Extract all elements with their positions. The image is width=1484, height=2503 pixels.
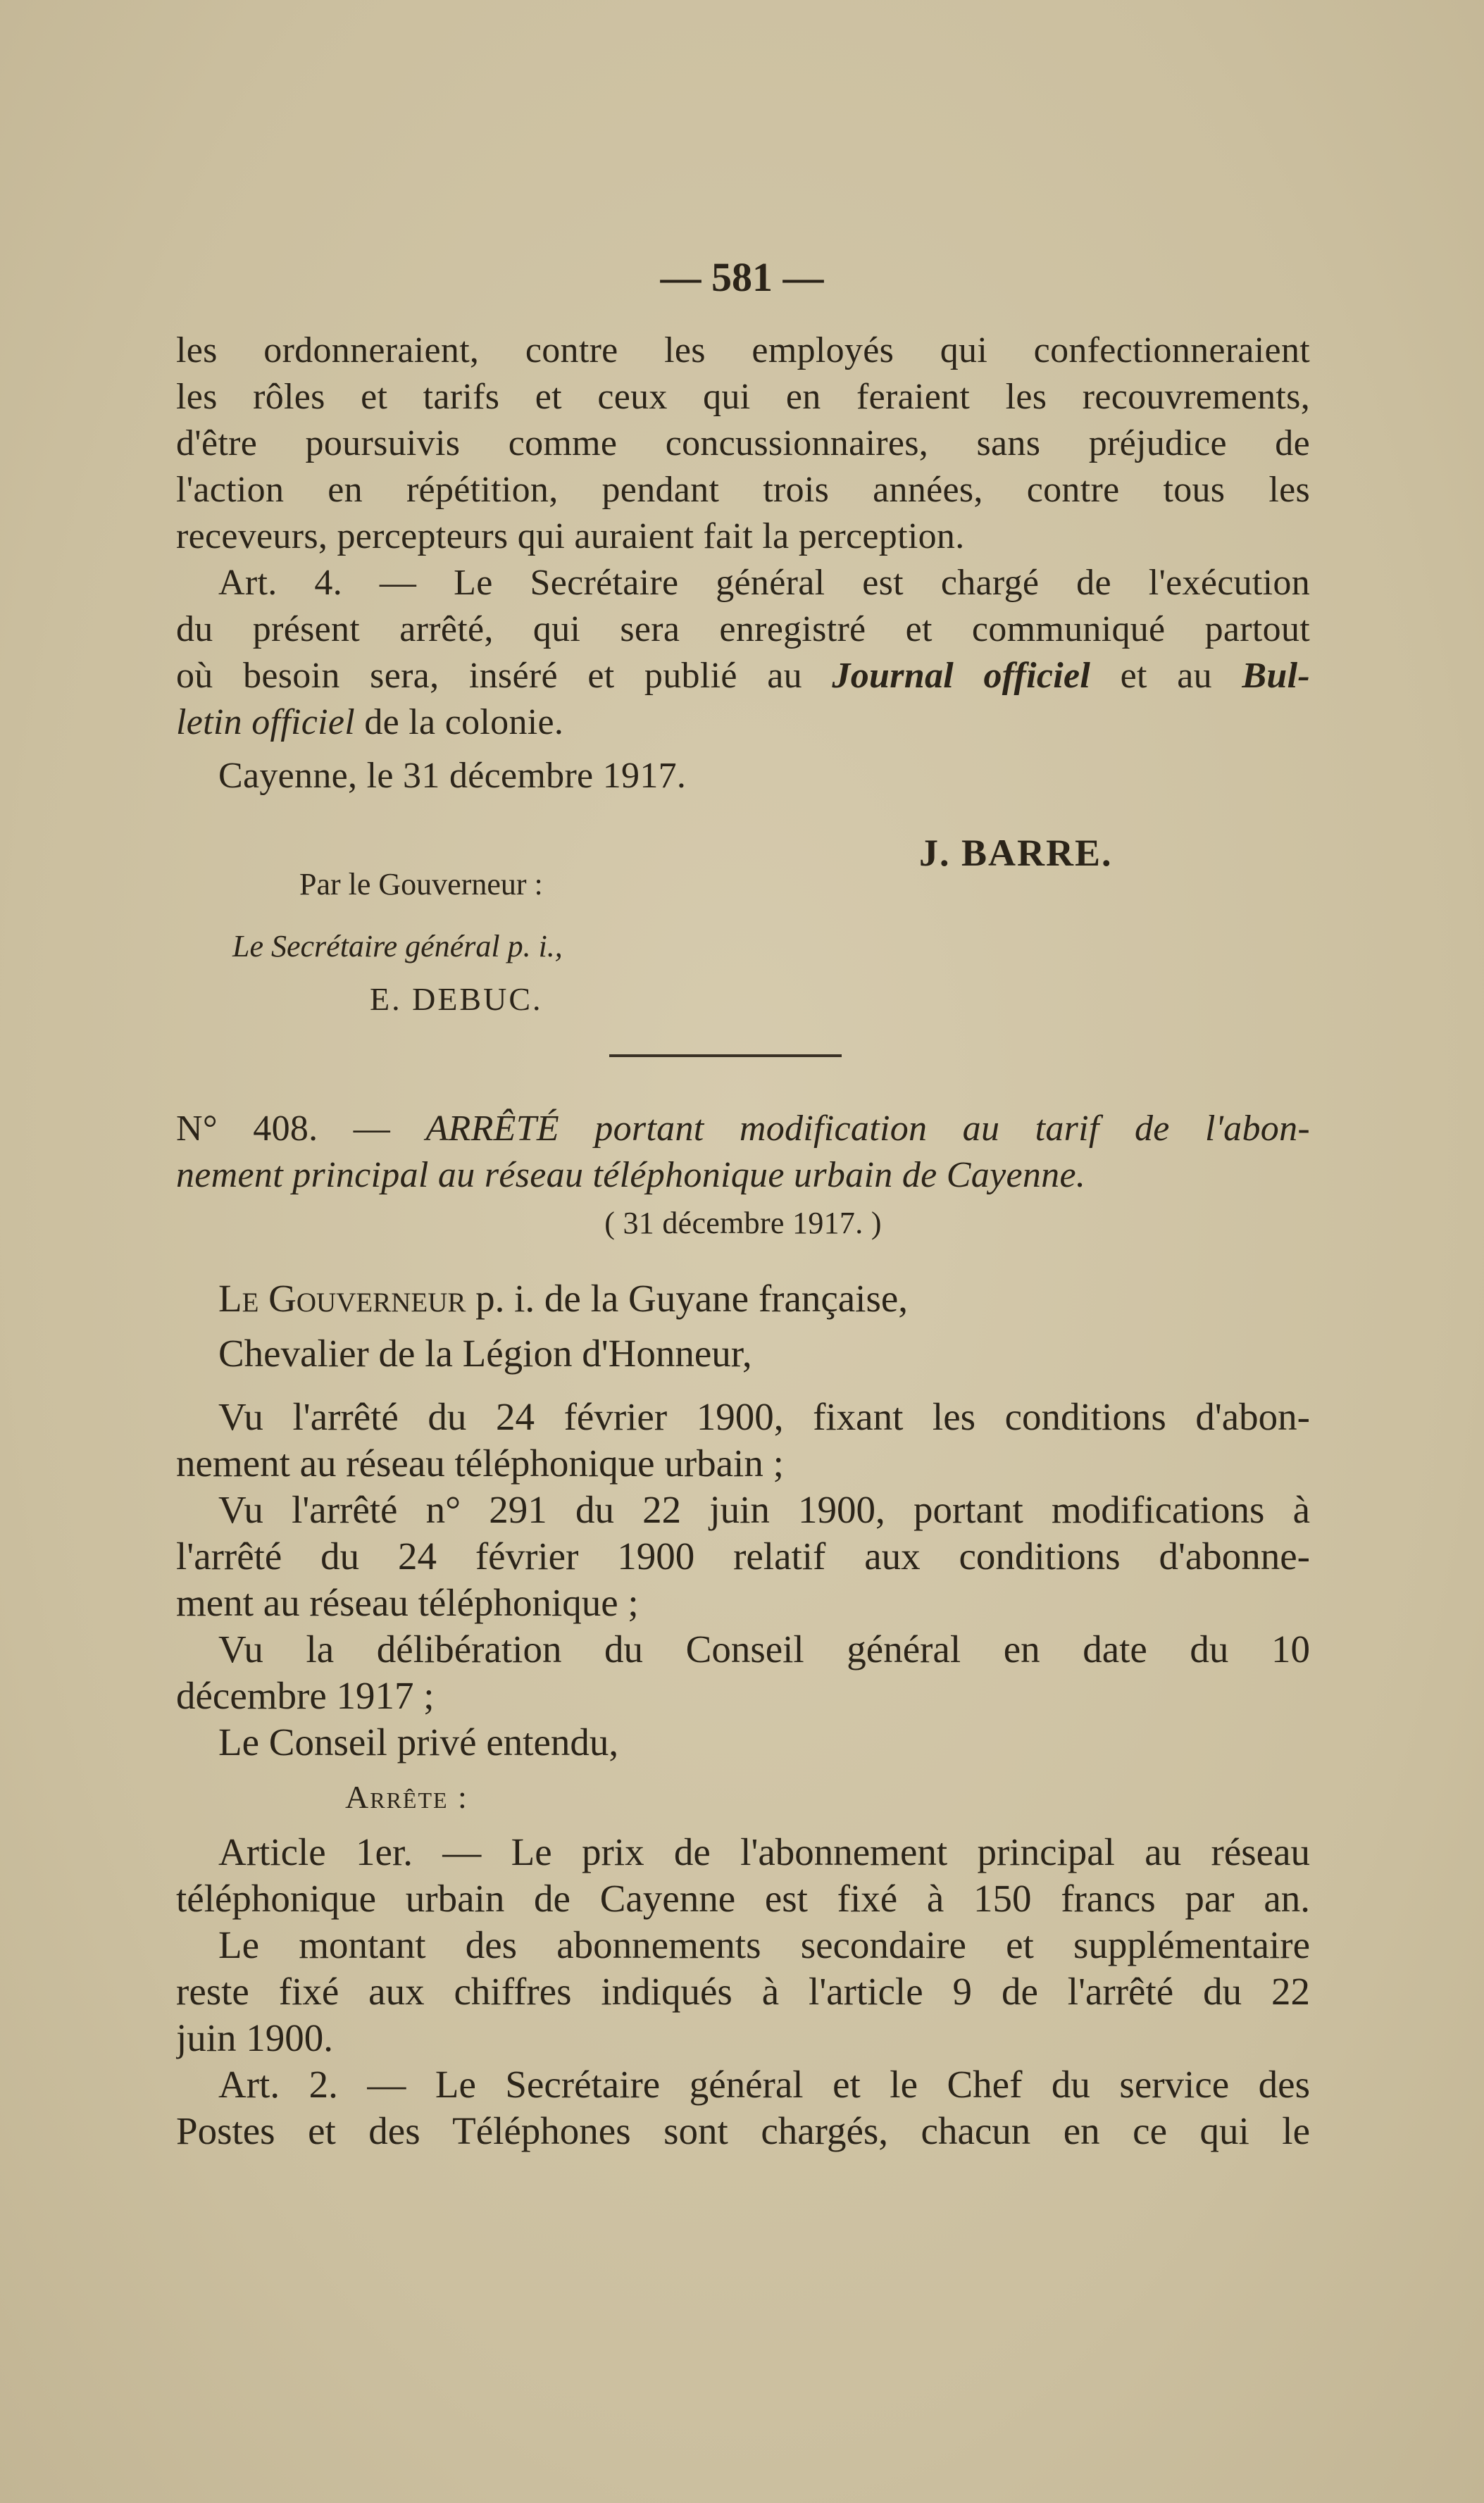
text-line: l'action en répétition, pendant trois années, contre tous les [176, 470, 1310, 510]
top-paragraph [176, 327, 1310, 799]
decree-title-line: nement principal au réseau téléphonique urbain de Cayenne. [176, 1155, 1086, 1195]
article-line: juin 1900. [176, 2016, 334, 2059]
gouverneur-line: Le Gouverneur p. i. de la Guyane française, [218, 1277, 909, 1320]
vu-line: Vu la délibération du Conseil général en date du 10 [218, 1628, 1310, 1671]
text-line: letin officiel de la colonie. [176, 702, 564, 742]
text-line: d'être poursuivis comme concussionnaires, sans préjudice de [176, 423, 1310, 463]
article-line: téléphonique urbain de Cayenne est fixé à 150 francs par an. [176, 1877, 1310, 1920]
decree-body [176, 1271, 1310, 2154]
text-line: où besoin sera, inséré et publié au Journal officiel et au Bul- [176, 656, 1310, 696]
text-line: les rôles et tarifs et ceux qui en feraient les recouvrements, [176, 377, 1310, 417]
vu-line: ment au réseau téléphonique ; [176, 1581, 639, 1624]
date-line: Cayenne, le 31 décembre 1917. [218, 756, 687, 796]
secretaire-title: Le Secrétaire général p. i., [232, 929, 563, 963]
article-line: Postes et des Téléphones sont chargés, chacun en ce qui le [176, 2109, 1310, 2152]
text-line: Art. 4. — Le Secrétaire général est chargé de l'exécution [218, 563, 1310, 603]
section-divider [609, 1054, 842, 1057]
vu-line: nement au réseau téléphonique urbain ; [176, 1442, 784, 1485]
vu-line: Vu l'arrêté n° 291 du 22 juin 1900, portant modifications à [218, 1488, 1310, 1531]
vu-line: l'arrêté du 24 février 1900 relatif aux conditions d'abonne- [176, 1535, 1310, 1578]
decree-date: ( 31 décembre 1917. ) [604, 1206, 882, 1240]
decree-heading [176, 1106, 1310, 1248]
chevalier-line: Chevalier de la Légion d'Honneur, [218, 1332, 752, 1375]
signatory: J. BARRE. [919, 832, 1113, 874]
article-line: Art. 2. — Le Secrétaire général et le Chef du service des [218, 2063, 1310, 2106]
article-line: reste fixé aux chiffres indiqués à l'article 9 de l'arrêté du 22 [176, 1970, 1310, 2013]
vu-line: décembre 1917 ; [176, 1674, 435, 1717]
vu-line: Vu l'arrêté du 24 février 1900, fixant les conditions d'abon- [218, 1395, 1310, 1438]
bulletin-officiel-ref: Bul- [1242, 656, 1310, 696]
decree-title: ARRÊTÉ portant modification au tarif de l'abon- [425, 1109, 1310, 1149]
secretaire-name: E. DEBUC. [370, 981, 543, 1017]
decree-title-line [176, 1106, 1310, 1152]
text-line: du présent arrêté, qui sera enregistré et communiqué partout [176, 609, 1310, 649]
conseil-line: Le Conseil privé entendu, [218, 1721, 619, 1764]
par-le-gouverneur: Par le Gouverneur : [299, 867, 543, 901]
text-line: receveurs, percepteurs qui auraient fait la perception. [176, 516, 965, 556]
text-line: les ordonneraient, contre les employés qui confectionneraient [176, 330, 1310, 370]
article-line: Article 1er. — Le prix de l'abonnement principal au réseau [218, 1830, 1310, 1873]
arrete-heading: Arrête : [345, 1779, 468, 1815]
decree-number: N° 408. — [176, 1109, 426, 1149]
article-line: Le montant des abonnements secondaire et supplémentaire [218, 1923, 1310, 1966]
page-number: — 581 — [660, 254, 824, 300]
journal-officiel-ref: Journal officiel [832, 656, 1091, 696]
